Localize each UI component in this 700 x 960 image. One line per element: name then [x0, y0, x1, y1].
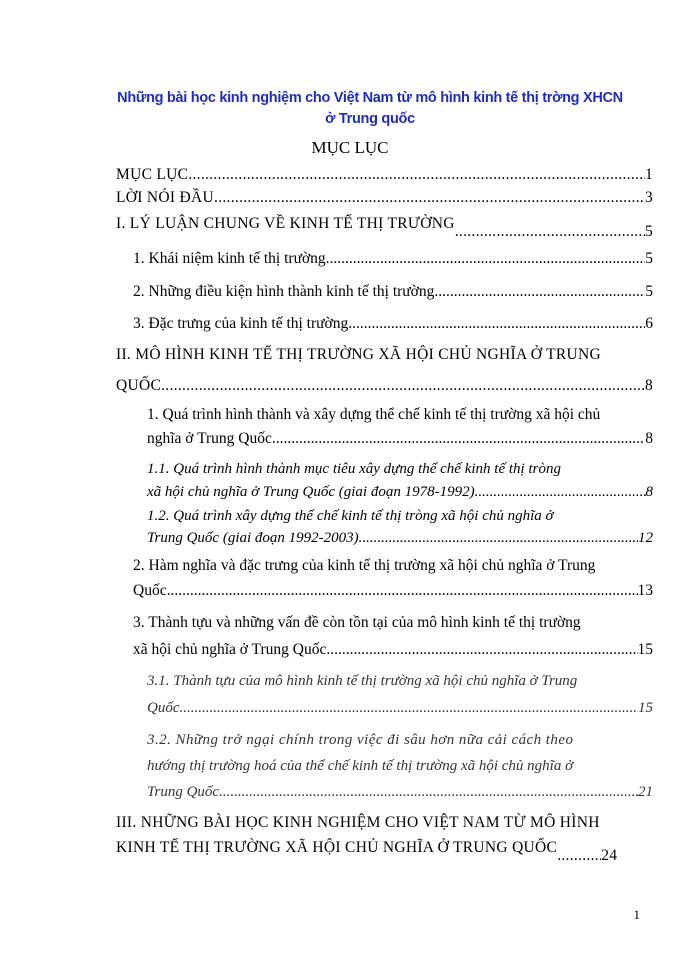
toc-dot-leader: [272, 430, 645, 448]
toc-entry-2-1-1-line1[interactable]: 1.1. Quá trình hình thành mục tiêu xây dựng thể chế kinh tế thị tròng: [147, 461, 561, 477]
toc-dot-leader: [180, 700, 639, 717]
toc-entry-page: 8: [644, 377, 653, 394]
toc-entry-2-3-2-line1[interactable]: 3.2. Những trở ngại chính trong việc đi sâu hơn nữa cải cách theo: [147, 732, 574, 748]
toc-entry-label: Quốc: [147, 700, 180, 716]
toc-entry-page: 3: [644, 189, 653, 206]
toc-entry-1-3[interactable]: [133, 315, 653, 333]
toc-dot-leader: [359, 530, 638, 547]
toc-dot-leader: [434, 283, 645, 301]
page-number: 1: [633, 907, 640, 922]
toc-heading: MỤC LỤC: [311, 138, 389, 157]
toc-dot-leader: [219, 784, 638, 801]
toc-entry-page: 5: [645, 283, 653, 300]
toc-entry-label: nghĩa ở Trung Quốc: [147, 430, 272, 447]
toc-entry-page: 15: [638, 700, 653, 716]
toc-entry-page: 8: [645, 430, 653, 447]
toc-entry-2-1-line1[interactable]: 1. Quá trình hình thành và xây dựng thể chế kinh tế thị trường xã hội chủ: [147, 406, 601, 423]
document-title-line1: Những bài học kinh nghiệm cho Việt Nam từ mô hình kinh tế thị trờng XHCN: [117, 90, 623, 106]
toc-entry-2-1[interactable]: [147, 430, 653, 448]
toc-dot-leader: [326, 641, 637, 659]
toc-dot-leader: [475, 484, 646, 501]
toc-entry-label: 3. Đặc trưng của kinh tế thị trường: [133, 315, 349, 332]
toc-entry-page: 24: [601, 847, 618, 864]
toc-entry-label: Trung Quốc: [147, 784, 220, 800]
toc-entry-page: 8: [645, 484, 653, 500]
toc-entry-section-1[interactable]: [116, 215, 653, 241]
document-title-line2: ở Trung quốc: [325, 111, 415, 127]
toc-entry-2-3-1[interactable]: [147, 700, 653, 717]
toc-dot-leader: [161, 377, 645, 395]
toc-entry-label: Trung Quốc (giai đoạn 1992-2003): [147, 530, 359, 546]
toc-entry-2-3-2[interactable]: [147, 784, 653, 801]
toc-dot-leader: [348, 315, 645, 333]
toc-entry-page: 13: [637, 582, 653, 599]
toc-entry-1-2[interactable]: [133, 283, 653, 301]
toc-entry-2-3-1-line1[interactable]: 3.1. Thành tựu của mô hình kinh tế thị trường xã hội chủ nghĩa ở Trung: [147, 673, 578, 689]
toc-entry-2-3-line1[interactable]: 3. Thành tựu và những vấn đề còn tồn tại của mô hình kinh tế thị trường: [133, 614, 581, 631]
toc-entry-muc-luc[interactable]: [116, 166, 653, 184]
toc-dot-leader: [326, 250, 646, 268]
toc-entry-2-3[interactable]: [133, 641, 653, 659]
toc-entry-page: 12: [638, 530, 653, 546]
document-title: [100, 88, 640, 130]
toc-entry-label: KINH TẾ THỊ TRƯỜNG XÃ HỘI CHỦ NGHĨA Ở TRUNG QUỐC: [116, 839, 558, 856]
toc-entry-section-2-line1[interactable]: II. MÔ HÌNH KINH TẾ THỊ TRƯỜNG XÃ HỘI CHỦ NGHĨA Ở TRUNG: [116, 346, 602, 363]
toc-entry-2-2-line1[interactable]: 2. Hàm nghĩa và đặc trưng của kinh tế thị trường xã hội chủ nghĩa ở Trung: [133, 557, 596, 574]
toc-entry-page: 5: [645, 250, 653, 267]
toc-entry-loi-noi-dau[interactable]: [116, 189, 653, 207]
toc-dot-leader: [455, 223, 645, 241]
toc-entry-2-1-1[interactable]: [147, 484, 653, 501]
toc-entry-page: 21: [638, 784, 653, 800]
toc-entry-label: I. LÝ LUẬN CHUNG VỀ KINH TẾ THỊ TRƯỜNG: [116, 215, 455, 232]
toc-entry-page: 5: [644, 223, 653, 240]
toc-entry-page: 1: [644, 166, 653, 183]
toc-entry-label: QUỐC: [116, 377, 162, 394]
toc-entry-label: 2. Những điều kiện hình thành kinh tế thị trường: [133, 283, 435, 300]
toc-entry-page: 6: [645, 315, 653, 332]
toc-entry-2-1-2-line1[interactable]: 1.2. Quá trình xây dựng thể chế kinh tế thị tròng xã hội chủ nghĩa ở: [147, 508, 554, 524]
toc-entry-section-3-line1[interactable]: III. NHỮNG BÀI HỌC KINH NGHIỆM CHO VIỆT NAM TỪ MÔ HÌNH: [116, 814, 600, 831]
toc-entry-label: Quốc: [133, 582, 167, 599]
toc-entry-label: 1. Khái niệm kinh tế thị trường: [133, 250, 326, 267]
toc-dot-leader: [188, 166, 645, 184]
toc-entry-label: LỜI NÓI ĐẦU: [116, 189, 215, 206]
toc-entry-2-2[interactable]: [133, 582, 653, 600]
toc-entry-label: xã hội chủ nghĩa ở Trung Quốc (giai đoạn 1978-1992): [147, 484, 475, 500]
toc-entry-label: MỤC LỤC: [116, 166, 189, 183]
toc-entry-section-2[interactable]: [116, 377, 653, 395]
toc-dot-leader: [167, 582, 638, 600]
toc-entry-label: xã hội chủ nghĩa ở Trung Quốc: [133, 641, 327, 658]
toc-entry-1-1[interactable]: [133, 250, 653, 268]
toc-dot-leader: [214, 189, 645, 207]
toc-dot-leader: [557, 847, 601, 865]
toc-entry-page: 15: [637, 641, 653, 658]
toc-entry-2-3-2-line2[interactable]: hướng thị trường hoá của thể chế kinh tế thị trường xã hội chủ nghĩa ở: [147, 758, 574, 774]
toc-entry-section-3[interactable]: [116, 839, 653, 865]
toc-entry-2-1-2[interactable]: [147, 530, 653, 547]
